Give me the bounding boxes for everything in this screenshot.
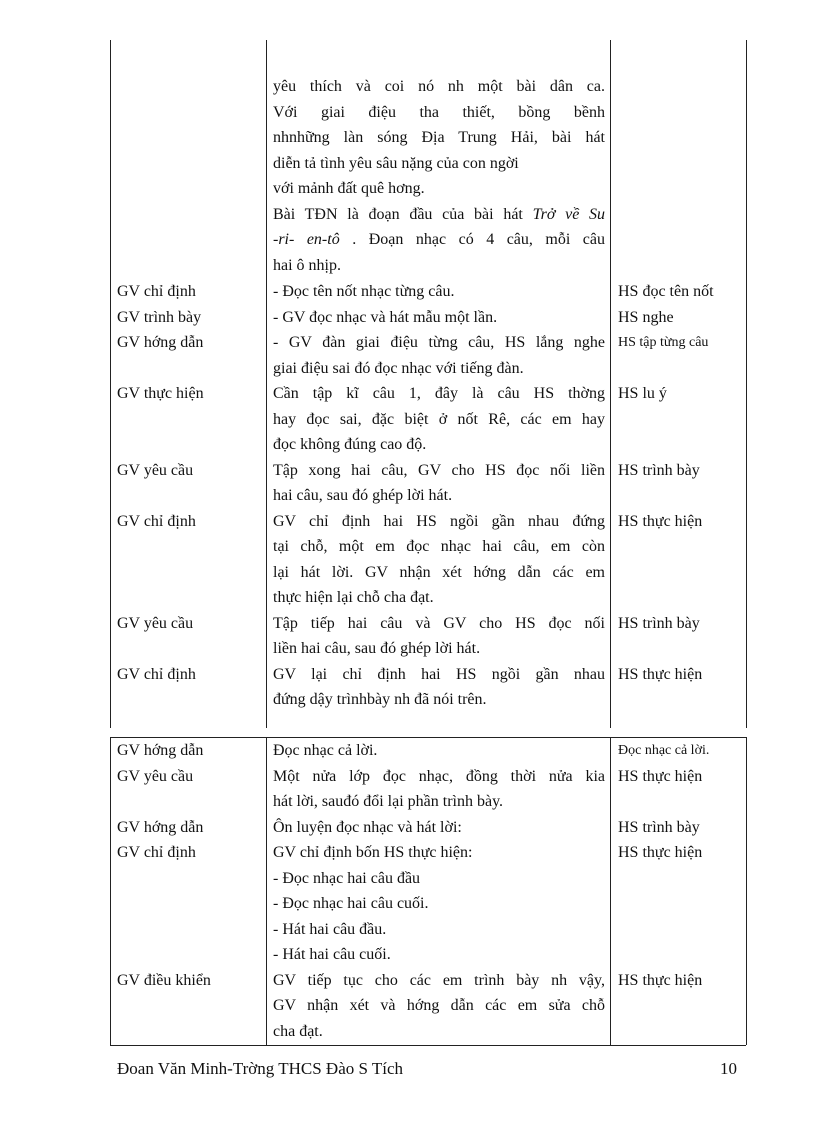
intro-line: với mảnh đất quê hơng. — [273, 180, 425, 197]
teacher-activity: GV yêu cầu — [117, 767, 194, 785]
teacher-activity: GV hớng dẫn — [117, 334, 204, 351]
student-activity: Đọc nhạc cả lời. — [618, 743, 710, 758]
content-line: - Hát hai câu đầu. — [273, 920, 387, 938]
content-line: hát lời, sauđó đổi lại phần trình bày. — [273, 793, 504, 810]
footer-author: Đoan Văn Minh-Trờng THCS Đào S Tích — [117, 1059, 404, 1078]
intro-line: nhnhững làn sóng Địa Trung Hải, bài hát — [273, 129, 605, 146]
content-line: GV nhận xét và hớng dẫn các em sửa chỗ — [273, 997, 605, 1014]
content-line: Tập tiếp hai câu và GV cho HS đọc nối — [273, 614, 605, 632]
student-activity: HS thực hiện — [618, 767, 703, 785]
content-line: Đọc nhạc cả lời. — [273, 742, 378, 759]
table-divider-1 — [266, 40, 267, 728]
student-activity: HS thực hiện — [618, 844, 703, 861]
intro-line: Với giai điệu tha thiết, bồng bềnh — [273, 103, 605, 121]
student-activity: HS tập từng câu — [618, 335, 709, 350]
student-activity: HS nghe — [618, 308, 674, 326]
content-line: GV chỉ định hai HS ngồi gần nhau đứng — [273, 512, 605, 530]
content-line: GV tiếp tục cho các em trình bày nh vậy, — [273, 971, 605, 989]
content-line: giai điệu sai đó đọc nhạc với tiếng đàn. — [273, 359, 524, 377]
content-line: - GV đàn giai điệu từng câu, HS lắng nghe — [273, 334, 605, 351]
teacher-activity: GV yêu cầu — [117, 461, 194, 479]
content-line: - Đọc nhạc hai câu đầu — [273, 869, 421, 887]
student-activity: HS lu ý — [618, 385, 667, 402]
table-border-right — [746, 737, 747, 1045]
tdn-line: -ri- en-tô . Đoạn nhạc có 4 câu, mỗi câu — [273, 231, 606, 248]
content-line: tại chỗ, một em đọc nhạc hai câu, em còn — [273, 538, 605, 555]
tdn-line: Bài TĐN là đoạn đầu của bài hát Trở về Su — [273, 205, 606, 223]
content-line: Một nửa lớp đọc nhạc, đồng thời nửa kia — [273, 767, 605, 785]
content-line: Ôn luyện đọc nhạc và hát lời: — [273, 818, 462, 836]
content-line: Cần tập kĩ câu 1, đây là câu HS thờng — [273, 385, 605, 402]
student-activity: HS thực hiện — [618, 971, 703, 989]
table-border-bottom — [110, 1045, 746, 1046]
teacher-activity: GV chỉ định — [117, 512, 196, 530]
table-divider-2 — [610, 737, 611, 1045]
student-activity: HS thực hiện — [618, 665, 703, 683]
table-divider-2 — [610, 40, 611, 728]
page-number: 10 — [720, 1059, 737, 1078]
content-line: đọc không đúng cao độ. — [273, 436, 427, 453]
table-border-left — [110, 737, 111, 1045]
content-line: - GV đọc nhạc và hát mẫu một lần. — [273, 308, 498, 326]
student-activity: HS trình bày — [618, 818, 700, 836]
content-line: lại hát lời. GV nhận xét hớng dẫn các em — [273, 563, 605, 581]
content-line: cha đạt. — [273, 1022, 323, 1040]
student-activity: HS trình bày — [618, 461, 700, 479]
teacher-activity: GV chỉ định — [117, 844, 196, 861]
intro-line: yêu thích và coi nó nh một bài dân ca. — [273, 78, 605, 95]
teacher-activity: GV chỉ định — [117, 283, 196, 300]
content-line: Tập xong hai câu, GV cho HS đọc nối liền — [273, 461, 605, 479]
table-divider-1 — [266, 737, 267, 1045]
table-border-right — [746, 40, 747, 728]
teacher-activity: GV hớng dẫn — [117, 742, 204, 759]
intro-line: diễn tả tình yêu sâu nặng của con ngời — [273, 154, 519, 172]
teacher-activity: GV chỉ định — [117, 665, 196, 683]
table-border-left — [110, 40, 111, 728]
student-activity: HS trình bày — [618, 614, 700, 632]
content-line: GV chỉ định bốn HS thực hiện: — [273, 844, 473, 861]
content-line: hay đọc sai, đặc biệt ở nốt Rê, các em hay — [273, 410, 605, 428]
teacher-activity: GV hớng dẫn — [117, 818, 204, 836]
teacher-activity: GV yêu cầu — [117, 614, 194, 632]
teacher-activity: GV trình bày — [117, 308, 202, 326]
student-activity: HS đọc tên nốt — [618, 283, 714, 300]
teacher-activity: GV thực hiện — [117, 385, 204, 402]
content-line: - Đọc nhạc hai câu cuối. — [273, 895, 429, 912]
content-line: - Hát hai câu cuối. — [273, 946, 391, 963]
teacher-activity: GV điều khiển — [117, 971, 211, 989]
content-line: - Đọc tên nốt nhạc từng câu. — [273, 283, 455, 300]
content-line: đứng dậy trìnhbày nh đã nói trên. — [273, 691, 487, 708]
content-line: GV lại chỉ định hai HS ngồi gần nhau — [273, 665, 605, 683]
content-line: thực hiện lại chỗ cha đạt. — [273, 589, 434, 606]
tdn-line: hai ô nhịp. — [273, 256, 341, 274]
content-line: liền hai câu, sau đó ghép lời hát. — [273, 640, 481, 657]
student-activity: HS thực hiện — [618, 512, 703, 530]
content-line: hai câu, sau đó ghép lời hát. — [273, 487, 453, 504]
